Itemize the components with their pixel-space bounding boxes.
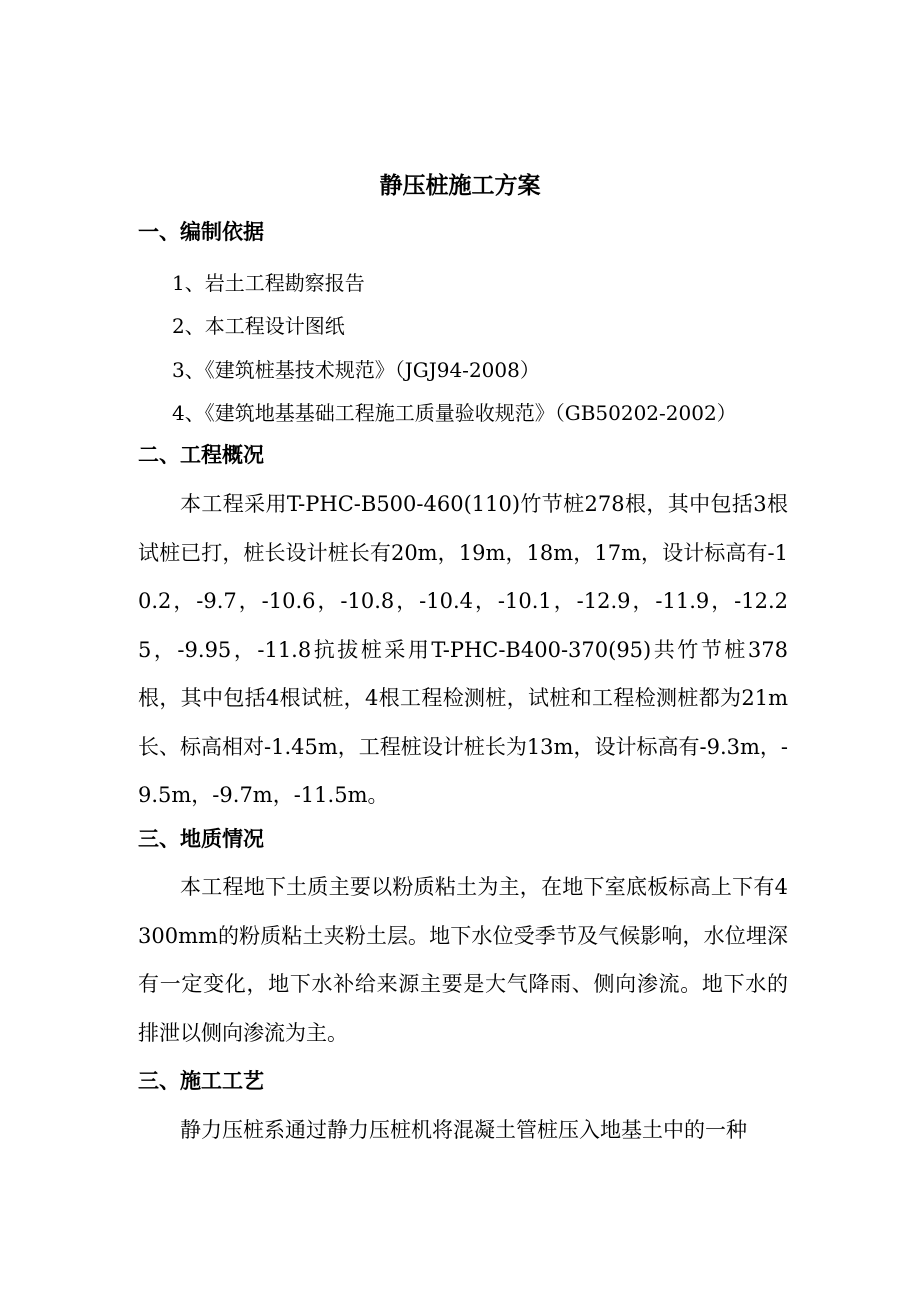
process-paragraph: 静力压桩系通过静力压桩机将混凝土管桩压入地基土中的一种 xyxy=(180,1118,747,1142)
overview-paragraph: 本工程采用T-PHC-B500-460(110)竹节桩278根，其中包括3根试桩已打，桩长设计桩长有20m，19m，18m，17m，设计标高有-10.2，-9.7，-10.6，-10.8，-10.4，-10.1，-12.9，-11.9，-12.25，-9.95，-11.8抗拔桩采用T-PHC-B400-370(95)共竹节桩378根，其中包括4根试桩，4根工程检测桩，试桩和工程检测桩都为21m长、标高相对-1.45m，工程桩设计桩长为13m，设计标高有-9.3m，-9.5m，-9.7m，-11.5m。 xyxy=(138,492,788,807)
basis-item-1: 1、岩土工程勘察报告 xyxy=(172,271,365,295)
basis-item-4: 4、《建筑地基基础工程施工质量验收规范》（GB50202-2002） xyxy=(172,401,737,425)
section-heading-basis: 一、编制依据 xyxy=(138,219,264,244)
geology-paragraph: 本工程地下土质主要以粉质粘土为主，在地下室底板标高上下有4300mm的粉质粘土夹粉土层。地下水位受季节及气候影响，水位埋深有一定变化，地下水补给来源主要是大气降雨、侧向渗流。地下水的排泄以侧向渗流为主。 xyxy=(138,875,788,1045)
section-heading-process: 三、施工工艺 xyxy=(138,1068,264,1093)
section-heading-overview: 二、工程概况 xyxy=(138,442,264,467)
section-heading-geology: 三、地质情况 xyxy=(138,826,264,851)
basis-item-2: 2、本工程设计图纸 xyxy=(172,314,345,338)
document-title: 静压桩施工方案 xyxy=(379,172,541,199)
basis-item-3: 3、《建筑桩基技术规范》（JGJ94-2008） xyxy=(172,358,540,382)
